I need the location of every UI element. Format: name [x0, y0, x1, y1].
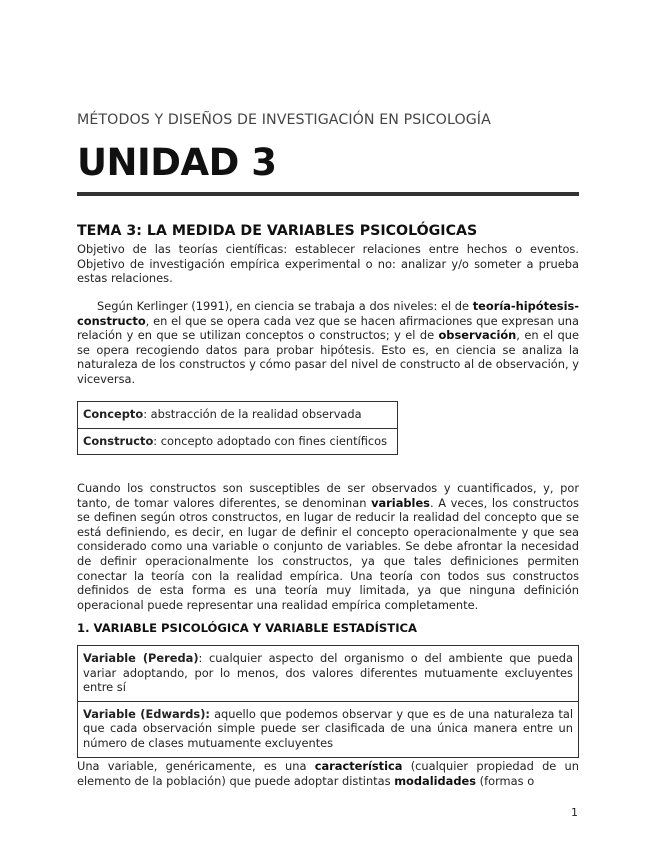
unit-title: UNIDAD 3 — [77, 141, 277, 184]
definition-constructo: Constructo: concepto adoptado con fines científicos — [78, 428, 397, 455]
term-observacion: observación — [438, 328, 517, 343]
closing-paragraph: Una variable, genéricamente, es una característica (cualquier propiedad de un elemento de la población) que puede adoptar distintas modalidades (formas o — [77, 759, 579, 788]
definitions-box — [77, 401, 398, 455]
topic-title: TEMA 3: LA MEDIDA DE VARIABLES PSICOLÓGICAS — [77, 223, 478, 239]
definition-variable-pereda: Variable (Pereda): cualquier aspecto del organismo o del ambiente que pueda variar adoptando, por lo menos, dos valores diferentes mutuamente excluyentes entre sí — [83, 651, 573, 695]
variable-definitions-box — [77, 645, 579, 758]
section-heading: 1. VARIABLE PSICOLÓGICA Y VARIABLE ESTADÍSTICA — [77, 621, 417, 635]
title-divider — [77, 192, 579, 196]
term-modalidades: modalidades — [394, 773, 477, 788]
definition-concepto: Concepto: abstracción de la realidad observada — [83, 407, 362, 421]
course-subtitle: MÉTODOS Y DISEÑOS DE INVESTIGACIÓN EN PSICOLOGÍA — [77, 112, 491, 128]
variables-paragraph: Cuando los constructos son susceptibles de ser observados y cuantificados, y, por tanto, de tomar valores diferentes, se denominan variables. A veces, los constructos se definen según otros constructos, en lugar de reducir la realidad del concepto que se está definiendo, es decir, en lugar de definir el concepto operacionalmente y que sea considerado como una variable o conjunto de variables. Se debe afrontar la necesidad de definir operacionalmente los constructos, ya que tales definiciones permiten conectar la teoría con la realidad empírica. Una teoría con todos sus constructos definidos de esta forma es una teoría muy limitada, ya que ninguna definición operacional puede representar una realidad empírica completamente. — [77, 481, 579, 612]
intro-paragraph: Objetivo de las teorías científicas: establecer relaciones entre hechos o eventos. Objetivo de investigación empírica experimental o no: analizar y/o someter a prueba estas relaciones. — [77, 242, 579, 286]
kerlinger-paragraph: Según Kerlinger (1991), en ciencia se trabaja a dos niveles: el de teoría-hipótesis-constructo, en el que se opera cada vez que se hacen afirmaciones que expresan una relación y en que se utilizan conceptos o constructos; y el de observación, en el que se opera recogiendo datos para probar hipótesis. Esto es, en ciencia se analiza la naturaleza de los constructos y cómo pasar del nivel de constructo al de observación, y viceversa. — [77, 299, 579, 386]
term-teoria-hipotesis-constructo: teoría-hipótesis-constructo — [77, 299, 579, 328]
term-caracteristica: característica — [314, 759, 403, 773]
definition-variable-edwards: Variable (Edwards): aquello que podemos observar y que es de una naturaleza tal que cada observación simple puede ser clasificada de una única manera entre un número de clases mutuamente excluyentes — [78, 701, 578, 757]
term-variables: variables — [371, 495, 430, 510]
page-number: 1 — [571, 806, 578, 819]
